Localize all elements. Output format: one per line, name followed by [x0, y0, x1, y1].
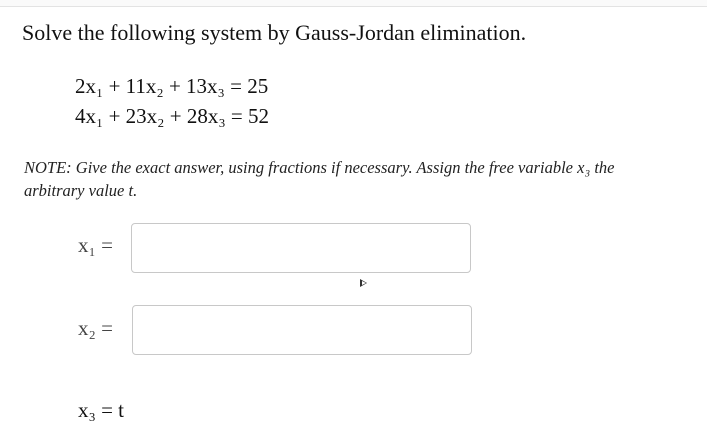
question-prompt: Solve the following system by Gauss-Jordan elimination.: [22, 20, 527, 45]
x2-answer-input[interactable]: [132, 305, 472, 355]
note-period: .: [133, 181, 138, 200]
instruction-note: [24, 156, 664, 202]
mouse-cursor-icon: [360, 279, 367, 287]
x1-label: x₁ =: [78, 233, 113, 257]
x2-label: x₂ =: [78, 316, 113, 340]
equation-1: 2x₁ + 11x₂ + 13x₃ = 25: [75, 74, 269, 98]
x3-assignment: x₃ = t: [78, 398, 124, 422]
x1-answer-input[interactable]: [131, 223, 471, 273]
note-text-2: the arbitrary value: [24, 158, 615, 200]
top-border: [0, 0, 707, 7]
equation-2: 4x₁ + 23x₂ + 28x₃ = 52: [75, 104, 269, 128]
note-text: NOTE: Give the exact answer, using fractions if necessary. Assign the free variable: [24, 158, 578, 177]
note-parameter: t: [128, 181, 134, 200]
note-variable: x₃: [577, 158, 591, 177]
